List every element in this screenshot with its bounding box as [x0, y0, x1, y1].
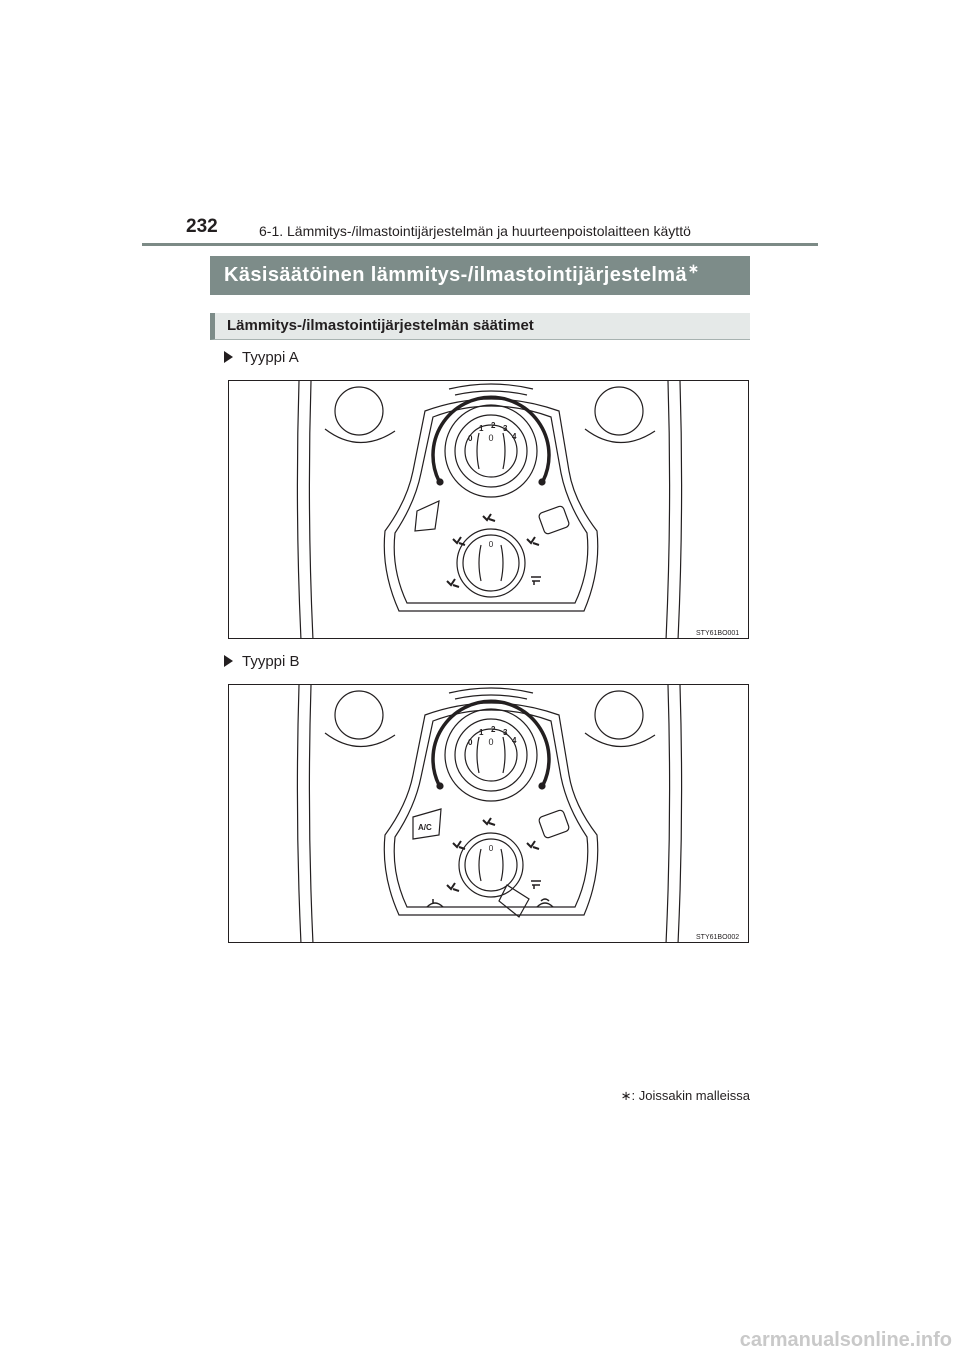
- right-vent-icon: [595, 387, 643, 435]
- section-title: [210, 256, 750, 295]
- triangle-bullet-icon: [224, 655, 233, 667]
- fan-speed-3: 3: [503, 424, 508, 433]
- dial-center-mark: 0: [488, 433, 494, 443]
- footnote-mark: ∗: [620, 1088, 632, 1103]
- rear-defogger-button[interactable]: [538, 505, 570, 535]
- bi-level-mode-icon: [453, 537, 465, 545]
- svg-text:0: 0: [488, 540, 494, 549]
- fan-speed-0: 0: [468, 434, 473, 443]
- svg-text:0: 0: [488, 737, 494, 747]
- variant-label-a-text: Tyyppi A: [242, 349, 299, 366]
- svg-text:4: 4: [512, 736, 517, 745]
- header-rule: [142, 243, 818, 246]
- windshield-defrost-icon: [531, 881, 541, 889]
- section-title-text: Käsisäätöinen lämmitys-/ilmastointijärjestelmä: [224, 264, 688, 286]
- variant-label-b-text: Tyyppi B: [242, 653, 300, 670]
- watermark: carmanualsonline.info: [739, 1329, 952, 1351]
- page-number: 232: [186, 216, 218, 237]
- svg-text:0: 0: [468, 738, 473, 747]
- recirculation-icon: [537, 899, 553, 907]
- right-vent-icon: [595, 691, 643, 739]
- windshield-defrost-icon: [531, 577, 541, 585]
- fan-speed-2: 2: [491, 421, 496, 430]
- floor-mode-icon: [447, 883, 459, 891]
- left-vent-icon: [335, 691, 383, 739]
- floor-defrost-mode-icon: [527, 841, 539, 849]
- outside-air-icon: [427, 899, 443, 907]
- fan-speed-1: 1: [479, 424, 484, 433]
- subsection-title: Lämmitys-/ilmastointijärjestelmän säätimet: [210, 313, 750, 340]
- recirculation-button[interactable]: [415, 501, 439, 531]
- variant-label-b: [224, 653, 300, 670]
- face-mode-icon: [483, 818, 495, 825]
- footnote-mark: ∗: [688, 261, 700, 276]
- footnote-text: : Joissakin malleissa: [631, 1088, 750, 1103]
- left-vent-icon: [335, 387, 383, 435]
- footnote: [621, 1088, 750, 1104]
- recirculation-lever[interactable]: [499, 885, 529, 917]
- bi-level-mode-icon: [453, 841, 465, 849]
- svg-text:1: 1: [479, 728, 484, 737]
- fan-speed-4: 4: [512, 432, 517, 441]
- ac-button-label: A/C: [418, 823, 432, 832]
- floor-mode-icon: [447, 579, 459, 587]
- figure-type-a: [228, 380, 749, 639]
- figure-type-b: [228, 684, 749, 943]
- rear-defogger-button[interactable]: [538, 809, 570, 839]
- running-header: 6-1. Lämmitys-/ilmastointijärjestelmän ja huurteenpoistolaitteen käyttö: [259, 223, 691, 239]
- mode-dial[interactable]: [459, 833, 523, 897]
- figure-code-b: STY61BO002: [696, 934, 740, 941]
- svg-text:3: 3: [503, 728, 508, 737]
- svg-text:0: 0: [488, 844, 494, 853]
- figure-code-a: STY61BO001: [696, 630, 740, 637]
- variant-label-a: [224, 349, 299, 366]
- svg-text:2: 2: [491, 725, 496, 734]
- face-mode-icon: [483, 514, 495, 521]
- floor-defrost-mode-icon: [527, 537, 539, 545]
- triangle-bullet-icon: [224, 351, 233, 363]
